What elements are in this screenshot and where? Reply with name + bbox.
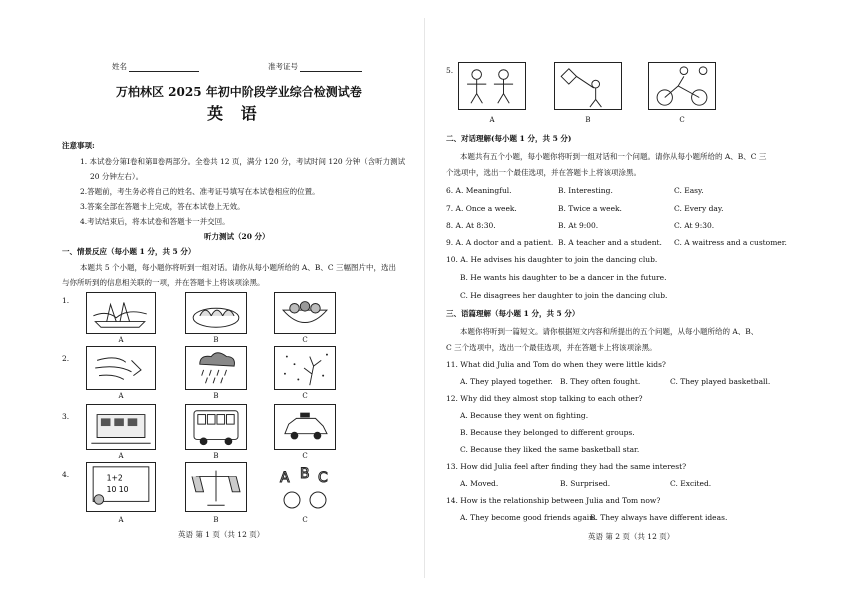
answer-option: A. They become good friends again. <box>460 513 597 522</box>
page-divider <box>424 18 425 578</box>
kite-flying-icon <box>555 63 621 109</box>
option-picture-rainy <box>185 346 247 390</box>
option-letter: B <box>585 116 591 124</box>
svg-text:1+2: 1+2 <box>106 473 123 483</box>
answer-option: C. Easy. <box>674 186 704 195</box>
answer-option: A. Because they went on fighting. <box>460 411 589 420</box>
option-letter: B <box>213 392 219 400</box>
note-line: 2.答题前，考生务必将自己的姓名、准考证号填写在本试卷相应的位置。 <box>80 187 320 196</box>
answer-option: C. They played basketball. <box>670 377 771 386</box>
question-number: 2. <box>62 354 70 363</box>
section3-title: 三、语篇理解（每小题 1 分，共 5 分） <box>446 309 580 318</box>
option-picture-taxi <box>274 404 336 450</box>
answer-option: B. They often fought. <box>560 377 641 386</box>
option-letter: C <box>302 392 308 400</box>
note-line: 3.答案全部在答题卡上完成，答在本试卷上无效。 <box>80 202 245 211</box>
math-blackboard-icon <box>87 463 155 511</box>
svg-text:10 10: 10 10 <box>106 484 129 494</box>
page-footer: 英语 第 1 页（共 12 页） <box>178 530 265 539</box>
exam-number-label: 准考证号 <box>268 62 362 72</box>
option-picture-kite-flying <box>554 62 622 110</box>
dumplings-plate-icon <box>186 293 246 333</box>
answer-option: B. Twice a week. <box>558 204 622 213</box>
option-picture-kite <box>86 292 156 334</box>
question-text: 14. How is the relationship between Julia and Tom now? <box>446 496 661 505</box>
option-picture-windy <box>86 346 156 390</box>
children-dancing-icon <box>459 63 525 109</box>
page-footer: 英语 第 2 页（共 12 页） <box>588 532 675 541</box>
svg-text:A: A <box>280 470 290 486</box>
answer-option: A. Moved. <box>460 479 499 488</box>
section2-intro: 本题共有五个小题，每小题你将听到一组对话和一个问题。请你从每小题所给的 A、B、C 三 <box>460 152 767 161</box>
option-picture-subway <box>86 404 156 450</box>
option-picture-alphabet <box>274 462 336 512</box>
question-text: 13. How did Julia feel after finding they had the same interest? <box>446 462 687 471</box>
svg-text:C: C <box>318 470 328 486</box>
answer-option: B. They always have different ideas. <box>590 513 728 522</box>
exam-title: 万柏林区 2025 年初中阶段学业综合检测试卷 <box>116 85 362 99</box>
answer-option: C. Because they liked the same basketball star. <box>460 445 640 454</box>
section2-intro: 个选项中，选出一个最佳选项，并在答题卡上将该项涂黑。 <box>446 168 641 177</box>
option-picture-math <box>86 462 156 512</box>
option-letter: C <box>302 336 308 344</box>
option-picture-snowy <box>274 346 336 390</box>
answer-option: 8. A. At 8:30. <box>446 221 496 230</box>
note-line: 20 分钟左右）。 <box>90 172 144 181</box>
page-2 <box>430 0 860 608</box>
section2-title: 二、对话理解(每小题 1 分，共 5 分) <box>446 134 572 143</box>
option-letter: C <box>679 116 685 124</box>
question-number: 3. <box>62 412 70 421</box>
answer-option: B. Interesting. <box>558 186 613 195</box>
answer-option: B. Because they belonged to different groups. <box>460 428 635 437</box>
answer-option: B. He wants his daughter to be a dancer in the future. <box>460 273 667 282</box>
answer-option: 10. A. He advises his daughter to join the dancing club. <box>446 255 658 264</box>
listening-heading: 听力测试（20 分） <box>204 232 270 241</box>
answer-option: C. He disagrees her daughter to join the dancing club. <box>460 291 668 300</box>
answer-option: 6. A. Meaningful. <box>446 186 512 195</box>
option-picture-bus <box>185 404 247 450</box>
option-picture-dancing <box>458 62 526 110</box>
answer-option: C. Every day. <box>674 204 724 213</box>
option-picture-dumplings <box>185 292 247 334</box>
section1-intro: 本题共 5 个小题，每小题你将听到一组对话。请你从每小题所给的 A、B、C 三幅图片中，选出 <box>80 263 396 272</box>
option-picture-bowl <box>274 292 336 334</box>
bicycle-riding-icon <box>649 63 715 109</box>
option-letter: B <box>213 452 219 460</box>
alphabet-toys-icon <box>274 462 336 512</box>
option-letter: A <box>118 516 124 524</box>
question-number: 1. <box>62 296 70 305</box>
note-line: 1. 本试卷分第Ⅰ卷和第Ⅱ卷两部分。全卷共 12 页，满分 120 分，考试时间 120 分钟（含听力测试 <box>80 157 406 166</box>
answer-option: B. At 9:00. <box>558 221 599 230</box>
question-text: 12. Why did they almost stop talking to each other? <box>446 394 643 403</box>
answer-option: 9. A. A doctor and a patient. <box>446 238 554 247</box>
answer-option: A. They played together. <box>460 377 553 386</box>
answer-option: C. Excited. <box>670 479 712 488</box>
option-picture-science <box>185 462 247 512</box>
question-number: 5. <box>446 66 454 75</box>
section1-title: 一、情景反应（每小题 1 分，共 5 分） <box>62 247 196 256</box>
note-line: 4.考试结束后，将本试卷和答题卡一并交回。 <box>80 217 230 226</box>
section3-intro: C 三个选项中，选出一个最佳选项，并在答题卡上将该项涂黑。 <box>446 343 657 352</box>
notes-heading: 注意事项: <box>62 141 95 150</box>
wind-icon <box>87 347 155 389</box>
snow-tree-icon <box>275 347 335 389</box>
svg-text:B: B <box>300 466 310 482</box>
answer-option: 7. A. Once a week. <box>446 204 517 213</box>
dragon-boat-icon <box>87 293 155 333</box>
option-letter: B <box>213 336 219 344</box>
subject-title: 英 语 <box>207 104 263 123</box>
answer-option: C. At 9:30. <box>674 221 715 230</box>
option-letter: A <box>118 392 124 400</box>
question-number: 4. <box>62 470 70 479</box>
section3-intro: 本题你将听到一篇短文。请你根据短文内容和所提出的五个问题，从每小题所给的 A、B、 <box>460 327 759 336</box>
name-label: 姓名 <box>112 62 199 72</box>
option-picture-cycling <box>648 62 716 110</box>
rain-cloud-icon <box>186 347 246 389</box>
answer-option: B. Surprised. <box>560 479 611 488</box>
option-letter: A <box>118 452 124 460</box>
food-bowl-icon <box>275 293 335 333</box>
option-letter: A <box>489 116 495 124</box>
option-letter: C <box>302 516 308 524</box>
answer-option: B. A teacher and a student. <box>558 238 662 247</box>
balance-scale-icon <box>186 463 246 511</box>
option-letter: C <box>302 452 308 460</box>
answer-option: C. A waitress and a customer. <box>674 238 787 247</box>
taxi-icon <box>275 405 335 449</box>
option-letter: A <box>118 336 124 344</box>
section1-intro: 与你所听到的信息相关联的一项，并在答题卡上将该项涂黑。 <box>62 278 265 287</box>
bus-icon <box>186 405 246 449</box>
option-letter: B <box>213 516 219 524</box>
question-text: 11. What did Julia and Tom do when they were little kids? <box>446 360 666 369</box>
subway-train-icon <box>87 405 155 449</box>
